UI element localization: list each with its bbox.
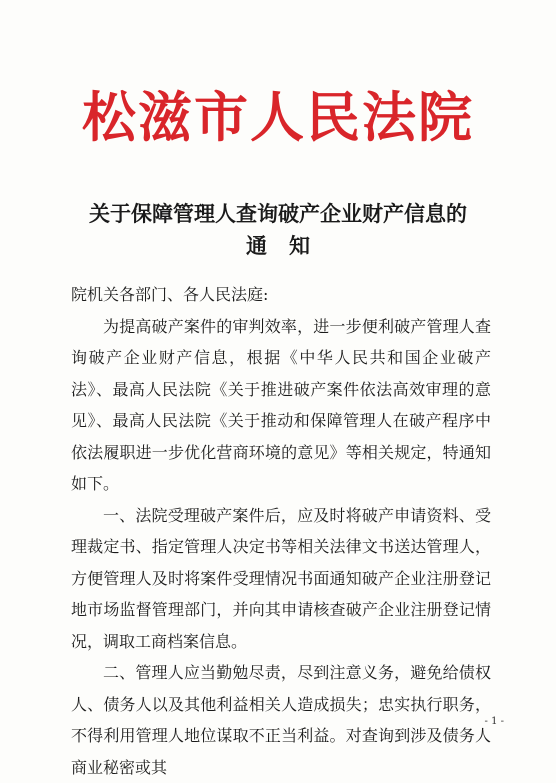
court-name-heading: 松滋市人民法院: [82, 86, 474, 149]
paragraph-intro: 为提高破产案件的审判效率，进一步便利破产管理人查询破产企业财产信息，根据《中华人民共和国企业破产法》、最高人民法院《关于推进破产案件依法高效审理的意见》、最高人民法院《关于推动和保障管理人在破产程序中依法履职进一步优化营商环境的意见》等相关规定，特通知如下。: [71, 316, 491, 493]
page-number: - 1 -: [484, 716, 504, 727]
salutation: 院机关各部门、各人民法庭:: [71, 285, 269, 304]
notice-title-line2: 通知: [246, 233, 332, 258]
notice-title: [0, 198, 556, 262]
paragraph-item-2: 二、管理人应当勤勉尽责，尽到注意义务，避免给债权人、债务人以及其他利益相关人造成损失；忠实执行职务，不得利用管理人地位谋取不正当利益。对查询到涉及债务人商业秘密或其: [71, 663, 491, 777]
paragraph-item-1: 一、法院受理破产案件后，应及时将破产申请资料、受理裁定书、指定管理人决定书等相关法律文书送达管理人，方便管理人及时将案件受理情况书面通知破产企业注册登记地市场监督管理部门，并向其申请核查破产企业注册登记情况，调取工商档案信息。: [71, 505, 491, 651]
notice-body: [71, 279, 491, 783]
notice-title-line1: 关于保障管理人查询破产企业财产信息的: [89, 201, 467, 226]
